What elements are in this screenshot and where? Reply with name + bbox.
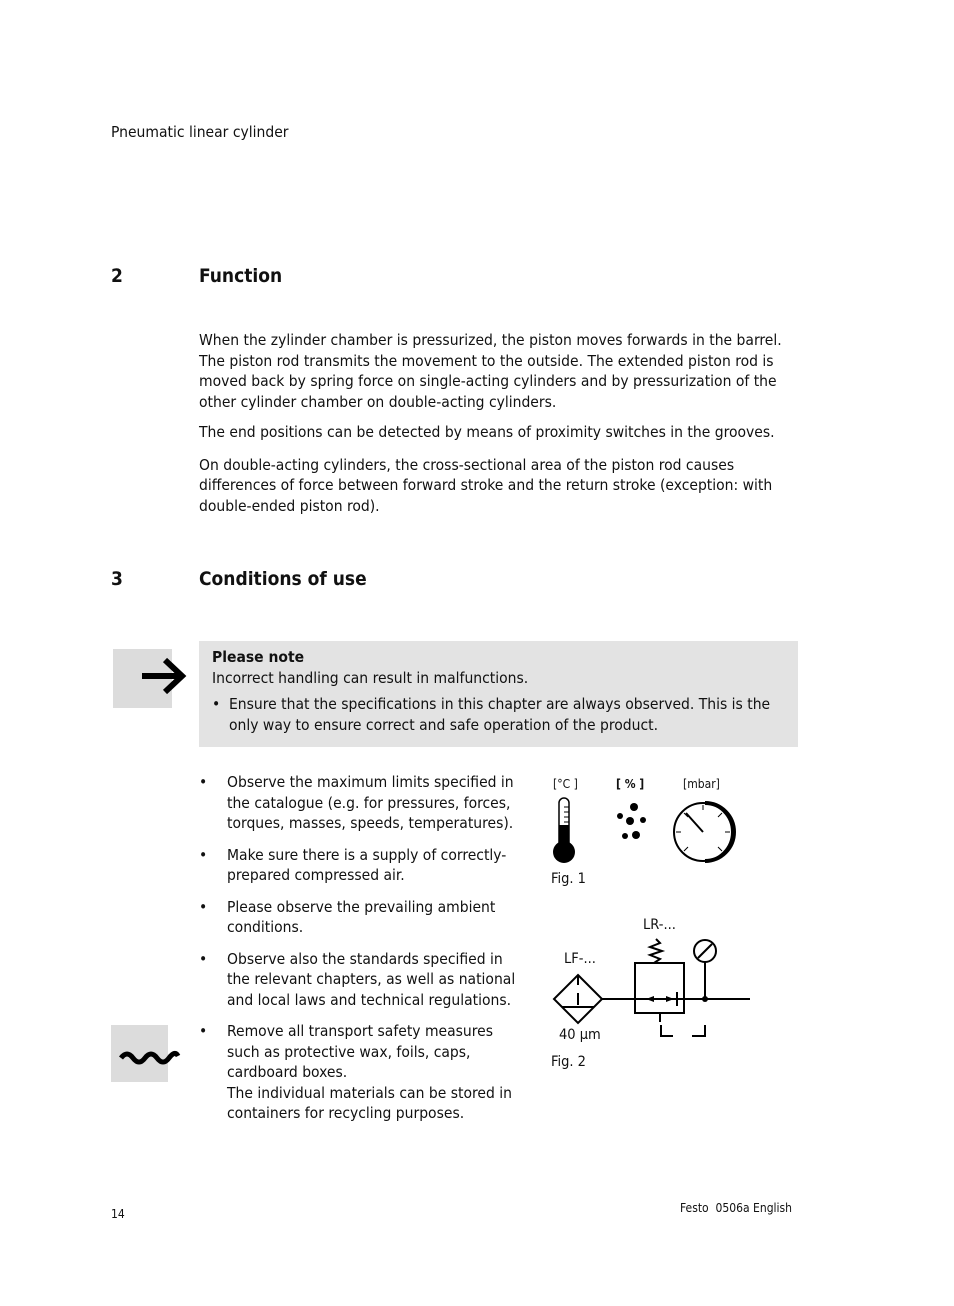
fig1-graphic (545, 795, 745, 870)
wax-box (111, 1025, 168, 1082)
fig1-caption: Fig. 1 (551, 871, 586, 887)
list-item: • Observe the maximum limits specified in the catalogue (e.g. for pressures, forces, torques, masses, speeds, temperatures). (199, 772, 529, 834)
section-title: Conditions of use (199, 568, 367, 590)
section-title: Function (199, 265, 283, 287)
please-note-box (199, 641, 798, 747)
function-body (199, 330, 804, 516)
gauge-symbol-icon (694, 940, 716, 1002)
section-number: 2 (111, 265, 123, 287)
note-text: Incorrect handling can result in malfunctions. (212, 668, 529, 687)
temp-unit: [°C ] (553, 777, 578, 791)
arrow-right-icon (113, 649, 188, 708)
filter-grade: 40 µm (559, 1027, 601, 1043)
running-header: Pneumatic linear cylinder (111, 123, 289, 141)
list-item: • Observe also the standards specified in the relevant chapters, as well as national and local laws and technical regulations. (199, 949, 529, 1011)
note-arrow-box (113, 649, 172, 708)
note-bullet: • Ensure that the specifications in this chapter are always observed. This is the only way to ensure correct and safe operation of the product. (212, 695, 771, 734)
regulator-symbol-icon (635, 939, 684, 1022)
pressure-unit: [mbar] (683, 777, 720, 791)
section-number: 3 (111, 568, 123, 590)
footer-doc: Festo 0506a English (680, 1201, 793, 1215)
paragraph: The end positions can be detected by means of proximity switches in the grooves. (199, 423, 775, 441)
humidity-unit: [ % ] (616, 777, 645, 791)
regulator-label: LR-... (643, 917, 676, 933)
fig2-schematic (550, 935, 755, 1040)
list-item (199, 1021, 529, 1124)
thermometer-icon (553, 798, 575, 863)
pressure-gauge-icon (674, 803, 734, 861)
note-title: Please note (212, 648, 305, 666)
list-item: • Please observe the prevailing ambient conditions. (199, 897, 529, 938)
list-item-text: Remove all transport safety measures such as protective wax, foils, caps, cardboard boxes. (227, 1022, 494, 1081)
page-number: 14 (111, 1207, 125, 1221)
conditions-list (199, 772, 529, 1135)
filter-label: LF-... (564, 951, 596, 967)
droplets-icon (617, 803, 646, 839)
fig2-caption: Fig. 2 (551, 1054, 586, 1070)
paragraph: When the zylinder chamber is pressurized, the piston moves forwards in the barrel. The piston rod transmits the movement to the outside. The extended piston rod is moved back by spring force on single-acting cylinders and by pressurization of the other cylinder chamber on double-acting cylinders. (199, 331, 782, 411)
list-item-extra: The individual materials can be stored in containers for recycling purposes. (227, 1083, 512, 1122)
filter-symbol-icon (554, 975, 602, 1023)
wave-icon (111, 1025, 181, 1082)
list-item: • Make sure there is a supply of correctly-prepared compressed air. (199, 845, 529, 886)
paragraph: On double-acting cylinders, the cross-sectional area of the piston rod causes differences of force between forward stroke and the return stroke (exception: with double-ended piston rod). (199, 455, 773, 515)
note-bullet-text: Ensure that the specifications in this chapter are always observed. This is the only way to ensure correct and safe operation of the product. (229, 695, 771, 734)
